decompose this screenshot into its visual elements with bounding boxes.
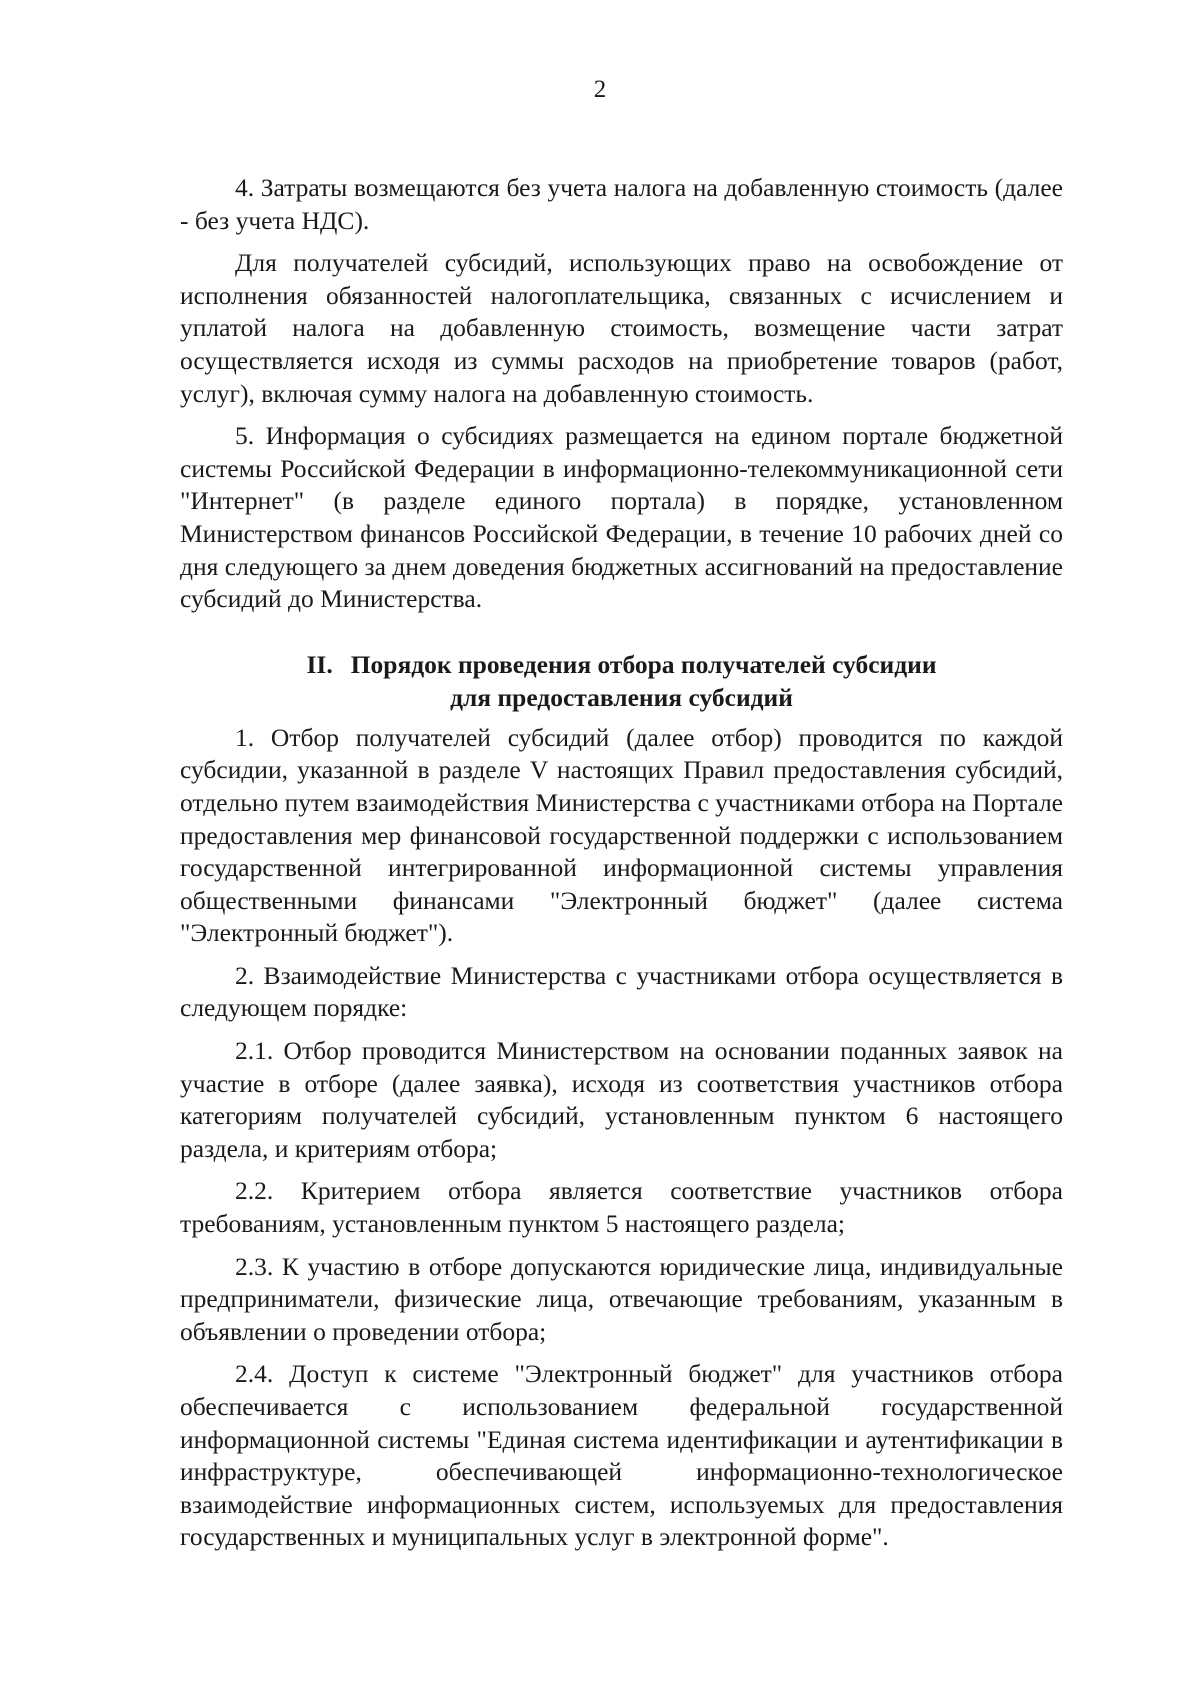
paragraph-vat-exemption: Для получателей субсидий, использующих право на освобождение от исполнения обязанностей налогоплательщика, связанных с исчислением и уплатой налога на добавленную стоимость, возмещение части затрат осуществляется исходя из суммы расходов на приобретение товаров (работ, услуг), включая сумму налога на добавленную стоимость.	[180, 248, 1063, 408]
page-number: 2	[593, 76, 607, 103]
paragraph-ii-2-2: 2.2. Критерием отбора является соответствие участников отбора требованиям, установленным пунктом 5 настоящего раздела;	[180, 1176, 1063, 1239]
paragraph-ii-2-3: 2.3. К участию в отборе допускаются юридические лица, индивидуальные предприниматели, физические лица, отвечающие требованиям, указанным в объявлении о проведении отбора;	[180, 1251, 1063, 1346]
paragraph-4: 4. Затраты возмещаются без учета налога на добавленную стоимость (далее - без учета НДС).	[180, 173, 1063, 235]
section-heading-line-1	[180, 648, 1063, 681]
section-title-line-1: Порядок проведения отбора получателей субсидии	[350, 649, 937, 679]
paragraph-ii-2-1: 2.1. Отбор проводится Министерством на основании поданных заявок на участие в отборе (далее заявка), исходя из соответствия участников отбора категориям получателей субсидий, установленным пунктом 6 настоящего раздела, и критериям отбора;	[180, 1036, 1063, 1163]
paragraph-5: 5. Информация о субсидиях размещается на едином портале бюджетной системы Российской Федерации в информационно-телекоммуникационной сети "Интернет" (в разделе единого портала) в порядке, установленном Министерством финансов Российской Федерации, в течение 10 рабочих дней со дня следующего за днем доведения бюджетных ассигнований на предоставление субсидий до Министерства.	[180, 421, 1063, 614]
section-number: II.	[306, 649, 333, 679]
paragraph-ii-2-4: 2.4. Доступ к системе "Электронный бюджет" для участников отбора обеспечивается с использованием федеральной государственной информационной системы "Единая система идентификации и аутентификации в инфраструктуре, обеспечивающей информационно-технологическое взаимодействие информационных систем, используемых для предоставления государственных и муниципальных услуг в электронной форме".	[180, 1359, 1063, 1552]
paragraph-ii-2: 2. Взаимодействие Министерства с участниками отбора осуществляется в следующем порядке:	[180, 960, 1063, 1023]
section-heading	[180, 648, 1063, 714]
paragraph-ii-1: 1. Отбор получателей субсидий (далее отбор) проводится по каждой субсидии, указанной в разделе V настоящих Правил предоставления субсидий, отдельно путем взаимодействия Министерства с участниками отбора на Портале предоставления мер финансовой государственной поддержки с использованием государственной интегрированной информационной системы управления общественными финансами "Электронный бюджет" (далее система "Электронный бюджет").	[180, 722, 1063, 948]
document-body	[180, 172, 1063, 1564]
section-title-line-2: для предоставления субсидий	[450, 682, 793, 712]
